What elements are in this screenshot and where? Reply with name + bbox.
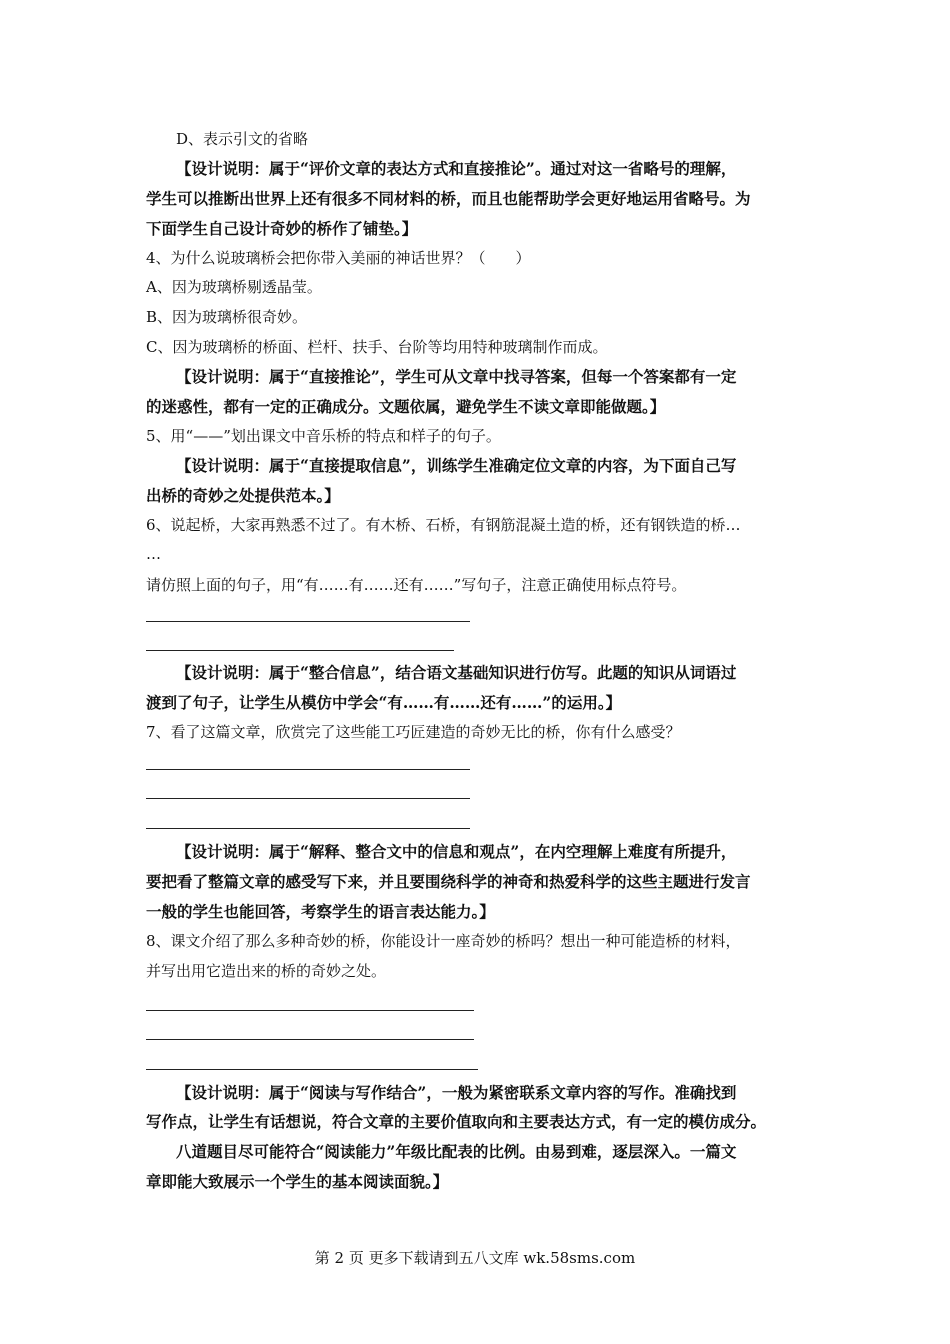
design-note-4-line-2: 的迷惑性，都有一定的正确成分。文题依属，避免学生不读文章即能做题。】 bbox=[146, 397, 666, 416]
answer-line[interactable] bbox=[146, 1039, 474, 1040]
answer-line[interactable] bbox=[146, 769, 470, 770]
design-note-6-line-2: 渡到了句子，让学生从模仿中学会“有……有……还有……”的运用。】 bbox=[146, 693, 622, 712]
question-4: 4、为什么说玻璃桥会把你带入美丽的神话世界？（ ） bbox=[146, 249, 531, 267]
question-7: 7、看了这篇文章，欣赏完了这些能工巧匠建造的奇妙无比的桥，你有什么感受？ bbox=[146, 723, 681, 741]
question-6-line-2: … bbox=[146, 545, 161, 563]
answer-line[interactable] bbox=[146, 1069, 478, 1070]
answer-line[interactable] bbox=[146, 621, 470, 622]
question-8-line-1: 8、课文介绍了那么多种奇妙的桥，你能设计一座奇妙的桥吗？想出一种可能造桥的材料， bbox=[146, 932, 741, 950]
design-note-3-line-3: 下面学生自己设计奇妙的桥作了铺垫。】 bbox=[146, 219, 418, 238]
page-footer: 第 2 页 更多下载请到五八文库 wk.58sms.com bbox=[314, 1249, 636, 1267]
q4-option-b: B、因为玻璃桥很奇妙。 bbox=[146, 308, 308, 326]
q4-option-c: C、因为玻璃桥的桥面、栏杆、扶手、台阶等均用特种玻璃制作而成。 bbox=[146, 338, 608, 356]
design-note-4-line-1: 【设计说明：属于“直接推论”，学生可从文章中找寻答案，但每一个答案都有一定 bbox=[176, 367, 737, 386]
design-note-7-line-1: 【设计说明：属于“解释、整合文中的信息和观点”，在内空理解上难度有所提升， bbox=[176, 842, 737, 861]
design-note-3-line-1: 【设计说明：属于“评价文章的表达方式和直接推论”。通过对这一省略号的理解， bbox=[176, 159, 737, 178]
summary-line-2: 章即能大致展示一个学生的基本阅读面貌。】 bbox=[146, 1172, 449, 1191]
q4-option-a: A、因为玻璃桥剔透晶莹。 bbox=[146, 278, 322, 296]
design-note-8-line-2: 写作点，让学生有话想说，符合文章的主要价值取向和主要表达方式，有一定的模仿成分。 bbox=[146, 1112, 767, 1131]
option-d: D、表示引文的省略 bbox=[176, 130, 309, 148]
design-note-6-line-1: 【设计说明：属于“整合信息”，结合语文基础知识进行仿写。此题的知识从词语过 bbox=[176, 663, 737, 682]
design-note-8-line-1: 【设计说明：属于“阅读与写作结合”，一般为紧密联系文章内容的写作。准确找到 bbox=[176, 1083, 737, 1102]
design-note-7-line-2: 要把看了整篇文章的感受写下来，并且要围绕科学的神奇和热爱科学的这些主题进行发言 bbox=[146, 872, 751, 891]
question-8-line-2: 并写出用它造出来的桥的奇妙之处。 bbox=[146, 962, 387, 980]
summary-line-1: 八道题目尽可能符合“阅读能力”年级比配表的比例。由易到难，逐层深入。一篇文 bbox=[176, 1142, 737, 1161]
design-note-3-line-2: 学生可以推断出世界上还有很多不同材料的桥，而且也能帮助学会更好地运用省略号。为 bbox=[146, 189, 751, 208]
answer-line[interactable] bbox=[146, 1010, 474, 1011]
design-note-5-line-2: 出桥的奇妙之处提供范本。】 bbox=[146, 486, 340, 505]
design-note-5-line-1: 【设计说明：属于“直接提取信息”，训练学生准确定位文章的内容，为下面自己写 bbox=[176, 456, 737, 475]
question-5: 5、用“——”划出课文中音乐桥的特点和样子的句子。 bbox=[146, 427, 501, 445]
design-note-7-line-3: 一般的学生也能回答，考察学生的语言表达能力。】 bbox=[146, 902, 495, 921]
question-6-line-1: 6、说起桥，大家再熟悉不过了。有木桥、石桥，有钢筋混凝土造的桥，还有钢铁造的桥… bbox=[146, 516, 741, 534]
answer-line[interactable] bbox=[146, 650, 454, 651]
question-6-line-3: 请仿照上面的句子，用“有……有……还有……”写句子，注意正确使用标点符号。 bbox=[146, 576, 687, 594]
answer-line[interactable] bbox=[146, 798, 470, 799]
answer-line[interactable] bbox=[146, 828, 470, 829]
